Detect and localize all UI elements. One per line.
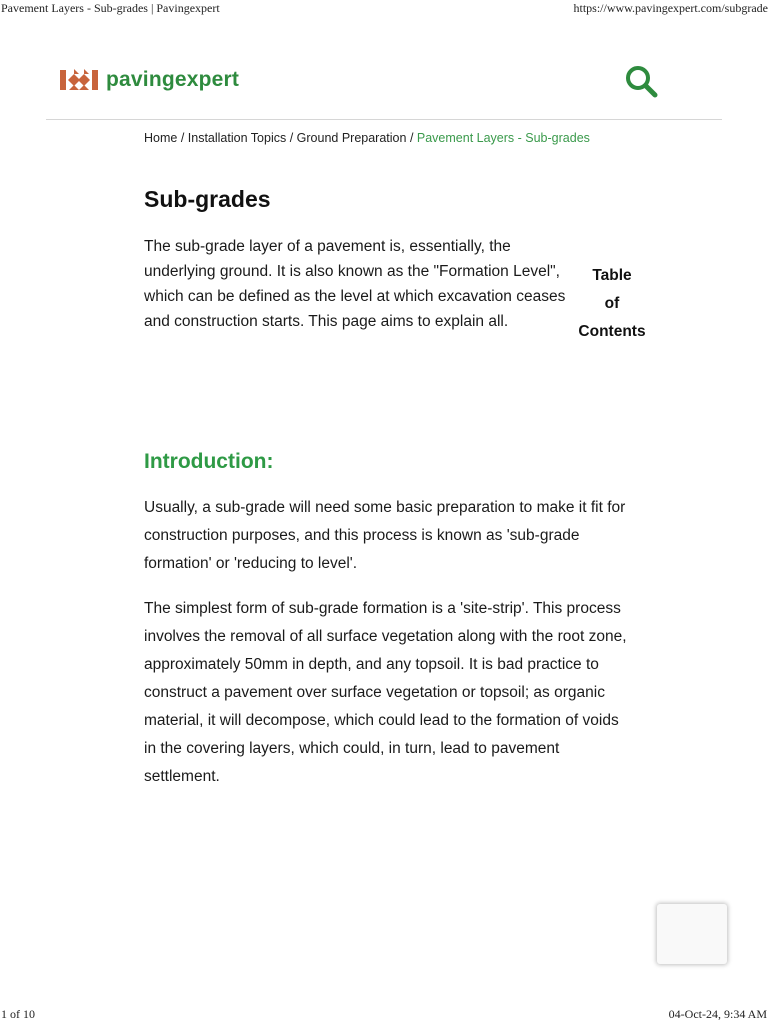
breadcrumb	[144, 131, 590, 145]
breadcrumb-separator: /	[409, 131, 417, 145]
toc-label-table: Table	[592, 267, 632, 284]
recaptcha-badge[interactable]	[657, 904, 727, 964]
print-page-title: Pavement Layers - Sub-grades | Pavingexpert	[1, 1, 220, 15]
breadcrumb-separator: /	[289, 131, 297, 145]
breadcrumb-ground-preparation[interactable]: Ground Preparation	[296, 131, 407, 145]
section-heading-introduction: Introduction:	[144, 450, 274, 473]
logo-link[interactable]	[58, 66, 239, 94]
toc-label-contents: Contents	[578, 323, 646, 340]
toc-label-of: of	[604, 295, 620, 312]
body-paragraph: The simplest form of sub-grade formation is a 'site-strip'. This process involves the removal of all surface vegetation along with the root zone, approximately 50mm in depth, and any topsoil. It is bad practice to construct a pavement over surface vegetation or topsoil; as organic material, it will decompose, which could lead to the formation of voids in the covering layers, which could, in turn, lead to pavement settlement.	[144, 600, 627, 785]
search-button[interactable]	[624, 64, 660, 100]
site-header	[46, 60, 722, 120]
breadcrumb-separator: /	[180, 131, 188, 145]
logo-icon	[58, 66, 100, 94]
breadcrumb-home[interactable]: Home	[144, 131, 178, 145]
table-of-contents-toggle[interactable]	[577, 262, 647, 346]
body-paragraph: Usually, a sub-grade will need some basic preparation to make it fit for construction purposes, and this process is known as 'sub-grade formation' or 'reducing to level'.	[144, 499, 626, 572]
page-title: Sub-grades	[144, 186, 271, 212]
breadcrumb-current: Pavement Layers - Sub-grades	[416, 131, 590, 145]
print-timestamp: 04-Oct-24, 9:34 AM	[668, 1007, 767, 1021]
breadcrumb-installation-topics[interactable]: Installation Topics	[187, 131, 287, 145]
logo-text: pavingexpert	[106, 68, 240, 91]
print-url: https://www.pavingexpert.com/subgrade	[573, 1, 768, 15]
print-page-number: 1 of 10	[1, 1007, 35, 1021]
intro-paragraph: The sub-grade layer of a pavement is, essentially, the underlying ground. It is also known as the "Formation Level", which can be defined as the level at which excavation ceases and construction starts. This page aims to explain all.	[144, 238, 566, 330]
search-icon	[624, 64, 660, 100]
